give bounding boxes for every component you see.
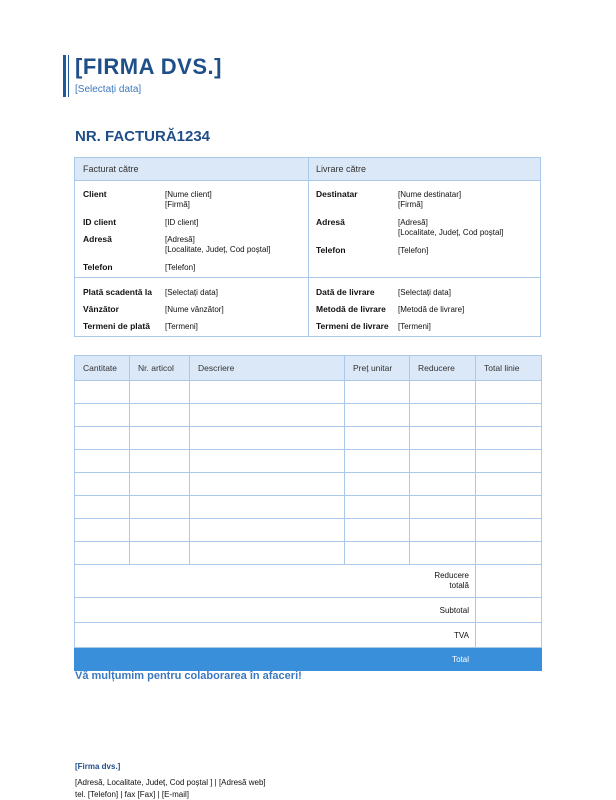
cell[interactable] <box>130 473 190 496</box>
seller-label: Vânzător <box>83 304 119 314</box>
ship-phone-label: Telefon <box>316 245 346 255</box>
cell[interactable] <box>345 427 410 450</box>
cell[interactable] <box>75 450 130 473</box>
cell[interactable] <box>75 519 130 542</box>
cell[interactable] <box>476 427 542 450</box>
ship-to-title: Livrare către <box>316 164 367 174</box>
cell[interactable] <box>130 404 190 427</box>
billing-column-divider <box>308 158 309 336</box>
billing-row-divider <box>75 277 540 278</box>
cell[interactable] <box>410 496 476 519</box>
vat-label: TVA <box>75 623 476 648</box>
cell[interactable] <box>190 427 345 450</box>
invoice-number[interactable]: NR. FACTURĂ1234 <box>75 128 211 145</box>
cell[interactable] <box>75 404 130 427</box>
cell[interactable] <box>345 450 410 473</box>
subtotal-label: Subtotal <box>75 598 476 623</box>
vat-row <box>75 623 542 648</box>
seller-value[interactable]: [Nume vânzător] <box>165 305 224 314</box>
footer-address-line[interactable]: [Adresă, Localitate, Județ, Cod poștal ] | [Adresă web] <box>75 778 266 787</box>
delivery-terms-value[interactable]: [Termeni] <box>398 322 431 331</box>
cell[interactable] <box>130 381 190 404</box>
cell[interactable] <box>410 427 476 450</box>
table-row <box>75 519 542 542</box>
invoice-date[interactable]: [Selectați data] <box>75 84 142 95</box>
cell[interactable] <box>75 542 130 565</box>
cell[interactable] <box>130 427 190 450</box>
cell[interactable] <box>190 473 345 496</box>
client-id-value[interactable]: [ID client] <box>165 218 199 227</box>
cell[interactable] <box>130 542 190 565</box>
payment-terms-value[interactable]: [Termeni] <box>165 322 198 331</box>
cell[interactable] <box>345 473 410 496</box>
delivery-method-value[interactable]: [Metodă de livrare] <box>398 305 465 314</box>
cell[interactable] <box>410 519 476 542</box>
cell[interactable] <box>190 519 345 542</box>
subtotal-row <box>75 598 542 623</box>
col-unit-price: Preț unitar <box>345 356 410 381</box>
cell[interactable] <box>410 381 476 404</box>
cell[interactable] <box>345 381 410 404</box>
col-line-total: Total linie <box>476 356 542 381</box>
cell[interactable] <box>75 473 130 496</box>
cell[interactable] <box>75 381 130 404</box>
client-value[interactable]: [Nume client] [Firmă] <box>165 190 212 209</box>
items-header-row <box>75 356 542 381</box>
phone-value[interactable]: [Telefon] <box>165 263 196 272</box>
cell[interactable] <box>130 450 190 473</box>
table-row <box>75 450 542 473</box>
delivery-date-value[interactable]: [Selectați data] <box>398 288 451 297</box>
payment-terms-label: Termeni de plată <box>83 321 150 331</box>
cell[interactable] <box>345 404 410 427</box>
recipient-label: Destinatar <box>316 189 358 199</box>
cell[interactable] <box>410 404 476 427</box>
due-date-label: Plată scadentă la <box>83 287 152 297</box>
cell[interactable] <box>345 496 410 519</box>
cell[interactable] <box>190 542 345 565</box>
accent-bar-thin <box>68 55 69 97</box>
cell[interactable] <box>476 473 542 496</box>
col-discount: Reducere <box>410 356 476 381</box>
cell[interactable] <box>410 473 476 496</box>
footer-contact-line[interactable]: tel. [Telefon] | fax [Fax] | [E-mail] <box>75 790 189 799</box>
col-item-no: Nr. articol <box>130 356 190 381</box>
col-quantity: Cantitate <box>75 356 130 381</box>
delivery-method-label: Metodă de livrare <box>316 304 386 314</box>
discount-total-label: Reducere totală <box>75 565 476 598</box>
total-row <box>75 648 542 671</box>
client-id-label: ID client <box>83 217 117 227</box>
table-row <box>75 427 542 450</box>
cell[interactable] <box>190 404 345 427</box>
items-table <box>74 355 542 671</box>
table-row <box>75 542 542 565</box>
cell[interactable] <box>130 519 190 542</box>
discount-total-row <box>75 565 542 598</box>
delivery-date-label: Dată de livrare <box>316 287 375 297</box>
discount-total-value[interactable] <box>476 565 542 598</box>
cell[interactable] <box>75 496 130 519</box>
due-date-value[interactable]: [Selectați data] <box>165 288 218 297</box>
cell[interactable] <box>476 404 542 427</box>
subtotal-value[interactable] <box>476 598 542 623</box>
table-row <box>75 404 542 427</box>
client-label: Client <box>83 189 107 199</box>
cell[interactable] <box>410 542 476 565</box>
cell[interactable] <box>130 496 190 519</box>
cell[interactable] <box>476 381 542 404</box>
delivery-terms-label: Termeni de livrare <box>316 321 389 331</box>
company-name[interactable]: [FIRMA DVS.] <box>75 54 222 79</box>
ship-address-label: Adresă <box>316 217 345 227</box>
accent-bar-thick <box>63 55 66 97</box>
cell[interactable] <box>345 542 410 565</box>
cell[interactable] <box>476 496 542 519</box>
cell[interactable] <box>190 496 345 519</box>
ship-address-value[interactable]: [Adresă] [Localitate, Județ, Cod poștal] <box>398 218 504 237</box>
total-value[interactable] <box>476 648 542 671</box>
recipient-value[interactable]: [Nume destinatar] [Firmă] <box>398 190 462 209</box>
ship-phone-value[interactable]: [Telefon] <box>398 246 429 255</box>
cell[interactable] <box>190 381 345 404</box>
total-label: Total <box>75 648 476 671</box>
cell[interactable] <box>190 450 345 473</box>
cell[interactable] <box>410 450 476 473</box>
thanks-message: Vă mulțumim pentru colaborarea în afaceri! <box>75 670 302 682</box>
footer-company[interactable]: [Firma dvs.] <box>75 762 121 771</box>
vat-value[interactable] <box>476 623 542 648</box>
cell[interactable] <box>476 542 542 565</box>
address-value[interactable]: [Adresă] [Localitate, Județ, Cod poștal] <box>165 235 271 254</box>
cell[interactable] <box>476 450 542 473</box>
cell[interactable] <box>345 519 410 542</box>
cell[interactable] <box>476 519 542 542</box>
billed-to-title: Facturat către <box>83 164 139 174</box>
table-row <box>75 473 542 496</box>
table-row <box>75 496 542 519</box>
cell[interactable] <box>75 427 130 450</box>
billing-table <box>74 157 541 337</box>
address-label: Adresă <box>83 234 112 244</box>
col-description: Descriere <box>190 356 345 381</box>
phone-label: Telefon <box>83 262 113 272</box>
table-row <box>75 381 542 404</box>
